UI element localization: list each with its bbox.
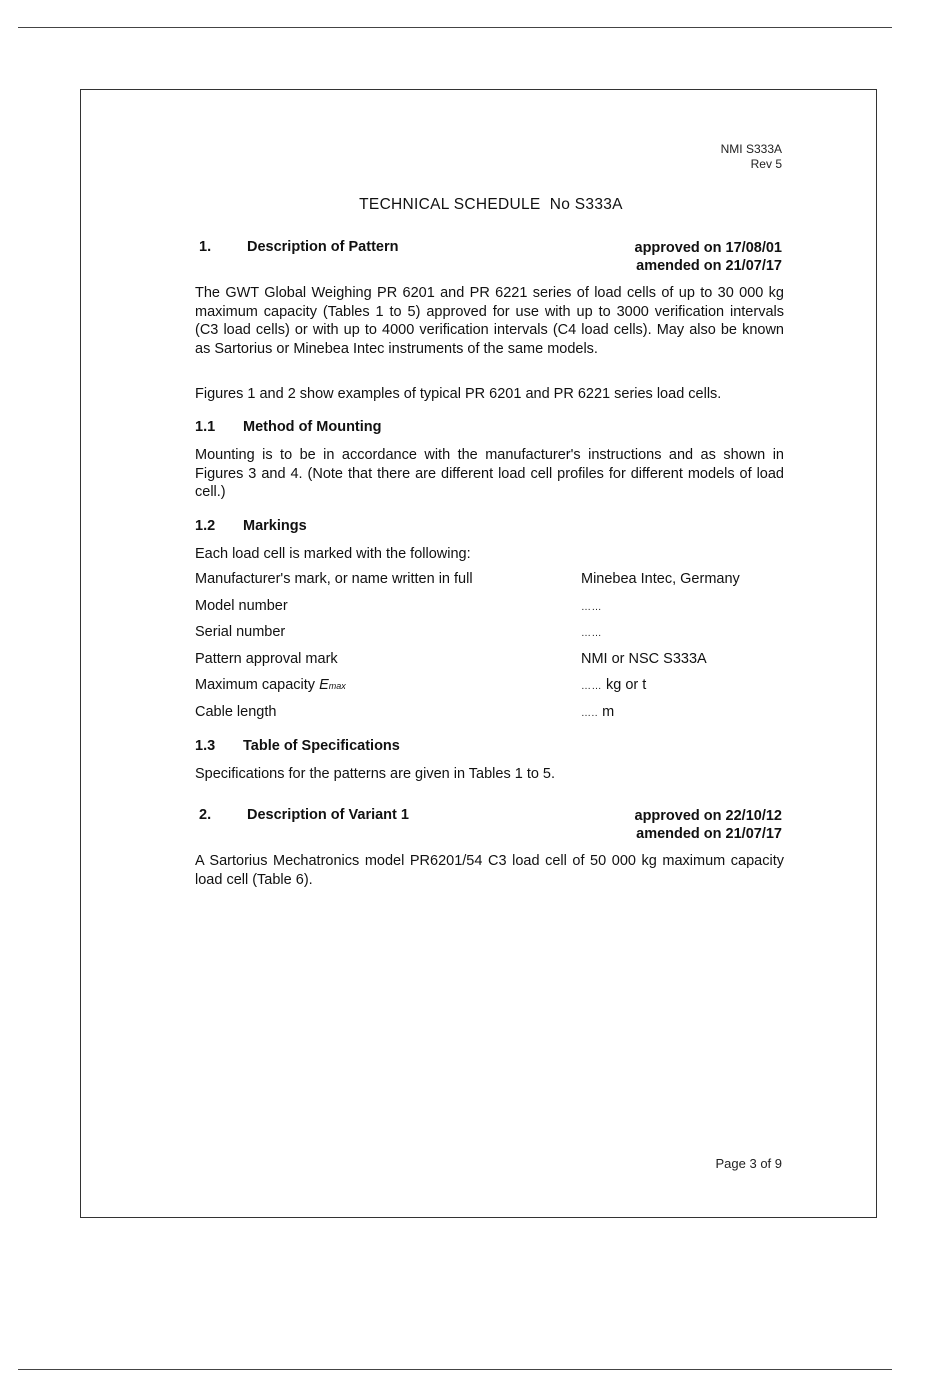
- section-1-title: Description of Pattern: [247, 239, 399, 255]
- marking-value: ……: [581, 602, 602, 613]
- marking-label: Cable length: [195, 704, 277, 720]
- section-2-approved: approved on 22/10/12: [634, 808, 782, 824]
- marking-label: Serial number: [195, 624, 286, 640]
- section-1-3-title: Table of Specifications: [243, 738, 400, 754]
- section-1-1-number: 1.1: [195, 419, 216, 435]
- marking-value: [581, 704, 614, 720]
- section-1-dates: [635, 239, 782, 275]
- section-1-1-title: Method of Mounting: [243, 419, 382, 435]
- top-rule: [18, 27, 892, 28]
- marking-value: ……: [581, 628, 602, 639]
- marking-label: Pattern approval mark: [195, 651, 338, 667]
- marking-value-dots: ……: [581, 681, 602, 692]
- document-ref-number: NMI S333A: [720, 142, 782, 156]
- marking-label: Manufacturer's mark, or name written in full: [195, 571, 473, 587]
- marking-label: Model number: [195, 598, 288, 614]
- section-1-paragraph-1: The GWT Global Weighing PR 6201 and PR 6221 series of load cells of up to 30 000 kg maximum capacity (Tables 1 to 5) approved for use with up to 3000 verification intervals (C3 load cells) or with up to 4000 verification intervals (C4 load cells). May also be known as Sartorius or Minebea Intec instruments of the same models.: [195, 285, 784, 358]
- schedule-title: TECHNICAL SCHEDULE No S333A: [359, 196, 623, 213]
- marking-label-text: Maximum capacity: [195, 677, 320, 693]
- section-2-title: Description of Variant 1: [247, 807, 409, 823]
- marking-value: [581, 677, 646, 693]
- marking-value-text: m: [598, 704, 615, 720]
- section-1-approved: approved on 17/08/01: [634, 240, 782, 256]
- emax-symbol: [319, 677, 346, 693]
- emax-symbol-letter: E: [319, 677, 329, 693]
- section-1-3-number: 1.3: [195, 738, 216, 754]
- markings-intro: Each load cell is marked with the following:: [195, 546, 471, 562]
- section-1-3-paragraph: Specifications for the patterns are given in Tables 1 to 5.: [195, 766, 556, 782]
- section-2-amended: amended on 21/07/17: [636, 826, 782, 842]
- section-2-paragraph: A Sartorius Mechatronics model PR6201/54 C3 load cell of 50 000 kg maximum capacity load cell (Table 6).: [195, 853, 784, 888]
- document-page: [80, 89, 877, 1218]
- section-1-2-number: 1.2: [195, 518, 216, 534]
- section-2-number: 2.: [199, 807, 212, 823]
- bottom-rule: [18, 1369, 892, 1370]
- marking-value-text: kg or t: [602, 677, 647, 693]
- marking-value-dots: …..: [581, 708, 599, 719]
- emax-subscript: max: [328, 681, 346, 691]
- document-reference: [721, 142, 782, 172]
- section-2-dates: [635, 807, 782, 843]
- page-number: Page 3 of 9: [715, 1156, 782, 1171]
- section-1-2-title: Markings: [243, 518, 307, 534]
- section-1-paragraph-2: Figures 1 and 2 show examples of typical PR 6201 and PR 6221 series load cells.: [195, 386, 722, 402]
- section-1-number: 1.: [199, 239, 212, 255]
- document-revision: Rev 5: [750, 157, 782, 171]
- marking-value: NMI or NSC S333A: [581, 651, 707, 667]
- marking-value: Minebea Intec, Germany: [581, 571, 740, 587]
- section-1-1-paragraph: Mounting is to be in accordance with the manufacturer's instructions and as shown in Figures 3 and 4. (Note that there are different load cell profiles for different models of load cell.): [195, 447, 784, 501]
- marking-label: [195, 677, 346, 693]
- section-1-amended: amended on 21/07/17: [636, 258, 782, 274]
